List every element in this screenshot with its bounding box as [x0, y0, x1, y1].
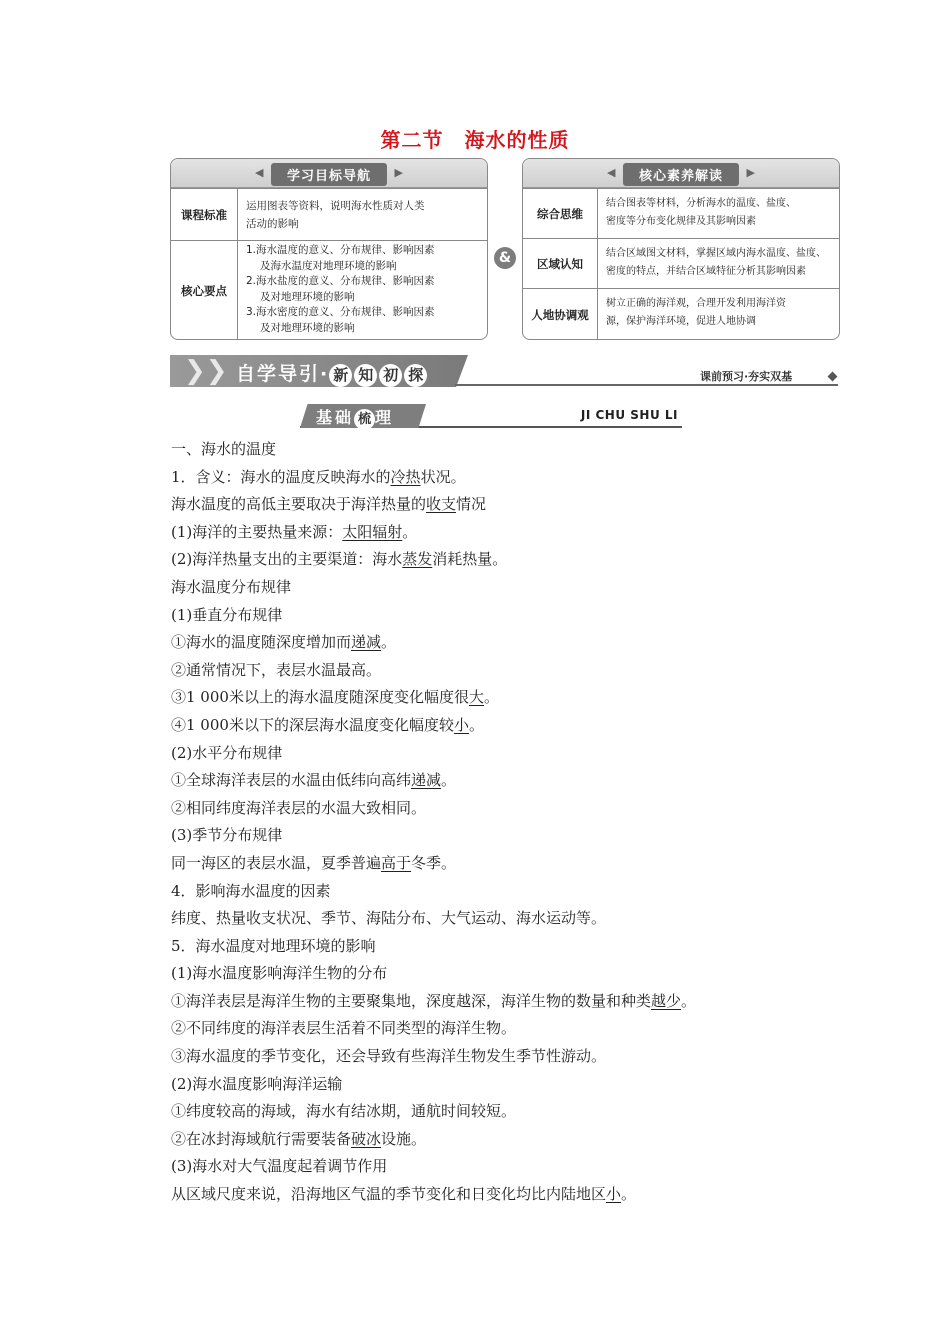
banner-subtitle: 课前预习·夯实双基	[700, 370, 793, 383]
content-text: (1)垂直分布规律	[171, 605, 283, 624]
content-line	[171, 684, 831, 712]
course-standard-row	[171, 188, 487, 240]
content-text: (1)海水温度影响海洋生物的分布	[171, 964, 388, 983]
banner-circled-char: 探	[404, 364, 427, 387]
core-literacy-panel	[522, 158, 840, 340]
row-label: 综合思维	[523, 189, 598, 238]
answer-blank: 收支	[426, 495, 457, 514]
row-line: 及对地理环境的影响	[260, 321, 355, 334]
content-line	[171, 436, 831, 464]
content-text: 情况	[456, 495, 487, 514]
row-line: 及海水温度对地理环境的影响	[260, 259, 397, 272]
row-line: 密度等分布变化规律及其影响因素	[606, 216, 756, 227]
sub-banner-after: 理	[375, 408, 395, 427]
learning-goals-title: 学习目标导航	[271, 163, 387, 186]
content-line	[171, 1181, 831, 1209]
content-line	[171, 712, 831, 740]
content-text: ①全球海洋表层的水温由低纬向高纬	[171, 771, 412, 790]
content-line	[171, 850, 831, 878]
page-title: 第二节 海水的性质	[380, 128, 570, 152]
sub-banner-pinyin: JI CHU SHU LI	[580, 408, 678, 422]
content-line	[171, 1098, 831, 1126]
content-line	[171, 988, 831, 1016]
content-line	[171, 546, 831, 574]
content-text: 。	[468, 715, 484, 734]
banner-divider	[455, 384, 838, 386]
content-text: 。	[621, 1185, 637, 1204]
section-banner	[170, 355, 470, 387]
content-line	[171, 629, 831, 657]
core-points-row	[171, 240, 487, 340]
content-line	[171, 602, 831, 630]
answer-blank: 大	[468, 688, 484, 707]
row-label: 核心要点	[171, 241, 238, 340]
content-line	[171, 878, 831, 906]
content-text: 一、海水的温度	[171, 440, 277, 458]
content-text: 冬季。	[411, 853, 457, 872]
content-line	[171, 519, 831, 547]
content-text: ①海水的温度随深度增加而	[171, 633, 352, 652]
content-line	[171, 1071, 831, 1099]
learning-goals-header	[171, 159, 487, 188]
comprehensive-thinking-row	[523, 188, 839, 238]
content-text: ③海水温度的季节变化，还会导致有些海洋生物发生季节性游动。	[171, 1047, 607, 1066]
content-text: ④1 000米以下的深层海水温度变化幅度较	[171, 715, 454, 734]
content-text: ②通常情况下，表层水温最高。	[171, 660, 382, 679]
content-text: ②在冰封海域航行需要装备	[171, 1129, 352, 1148]
content-line	[171, 905, 831, 933]
content-text: 海水温度分布规律	[171, 577, 292, 596]
right-arrow-icon: ▶	[394, 166, 403, 179]
regional-cognition-row	[523, 238, 839, 288]
content-text: (1)海洋的主要热量来源：	[171, 522, 343, 541]
content-text: ②不同纬度的海洋表层生活着不同类型的海洋生物。	[171, 1019, 517, 1038]
left-arrow-icon: ◀	[255, 166, 264, 179]
row-line: 源，保护海洋环境，促进人地协调	[606, 316, 756, 327]
content-text: 状况。	[420, 467, 466, 486]
content-text: ③1 000米以上的海水温度随深度变化幅度很	[171, 688, 469, 707]
ampersand-icon: &	[494, 247, 516, 269]
answer-blank: 递减	[411, 771, 442, 790]
content-line	[171, 822, 831, 850]
sub-banner-title	[316, 405, 394, 430]
right-arrow-icon: ▶	[746, 166, 755, 179]
row-line: 运用图表等资料，说明海水性质对人类	[246, 200, 425, 212]
content-line	[171, 933, 831, 961]
row-line: 树立正确的海洋观，合理开发利用海洋资	[606, 298, 786, 309]
content-text: 同一海区的表层水温，夏季普遍	[171, 853, 382, 872]
content-line	[171, 657, 831, 685]
content-text: 海水温度的高低主要取决于海洋热量的	[171, 495, 427, 514]
content-text: (3)海水对大气温度起着调节作用	[171, 1157, 388, 1176]
content-text: 。	[681, 991, 697, 1010]
content-text: 5．海水温度对地理环境的影响	[171, 936, 376, 955]
section-banner-title	[236, 359, 429, 387]
row-line: 结合区域图文材料，掌握区域内海水温度、盐度、	[606, 248, 826, 259]
content-text: 。	[441, 771, 457, 790]
answer-blank: 高于	[381, 853, 412, 872]
content-text: (3)季节分布规律	[171, 826, 283, 845]
content-text: 。	[381, 633, 397, 652]
banner-circled-char: 新	[329, 364, 352, 387]
content-text: (2)水平分布规律	[171, 743, 283, 762]
left-arrow-icon: ◀	[607, 166, 616, 179]
core-literacy-title: 核心素养解读	[623, 163, 739, 186]
answer-blank: 越少	[651, 991, 682, 1010]
content-body	[171, 436, 831, 1209]
content-line	[171, 960, 831, 988]
content-text: (2)海洋热量支出的主要渠道：海水	[171, 550, 403, 569]
content-line	[171, 795, 831, 823]
content-text: (2)海水温度影响海洋运输	[171, 1074, 343, 1093]
content-text: ①纬度较高的海域，海水有结冰期，通航时间较短。	[171, 1102, 517, 1121]
content-text: 设施。	[381, 1129, 427, 1148]
answer-blank: 小	[606, 1185, 622, 1204]
content-text: 。	[483, 688, 499, 707]
answer-blank: 蒸发	[402, 550, 433, 569]
content-text: 从区域尺度来说，沿海地区气温的季节变化和日变化均比内陆地区	[171, 1185, 607, 1204]
sub-banner-circled-char: 梳	[354, 409, 375, 430]
row-line: 1.海水温度的意义、分布规律、影响因素	[246, 244, 435, 256]
sub-banner	[300, 404, 682, 428]
content-line	[171, 574, 831, 602]
content-text: ②相同纬度海洋表层的水温大致相同。	[171, 798, 427, 817]
double-chevron-icon: ❯❯	[184, 356, 228, 386]
content-line	[171, 1126, 831, 1154]
content-line	[171, 740, 831, 768]
content-line	[171, 491, 831, 519]
content-text: ①海洋表层是海洋生物的主要聚集地，深度越深，海洋生物的数量和种类	[171, 991, 652, 1010]
sub-banner-before: 基础	[316, 408, 355, 427]
diamond-icon	[828, 372, 838, 382]
row-line: 密度的特点，并结合区域特征分析其影响因素	[606, 266, 806, 277]
content-line	[171, 464, 831, 492]
row-label: 区域认知	[523, 239, 598, 288]
row-line: 3.海水密度的意义、分布规律、影响因素	[246, 306, 435, 318]
row-line: 结合图表等材料，分析海水的温度、盐度、	[606, 198, 796, 209]
content-text: 1．含义：海水的温度反映海水的	[171, 467, 391, 486]
answer-blank: 破冰	[351, 1129, 382, 1148]
row-label: 课程标准	[171, 189, 238, 240]
answer-blank: 太阳辐射	[342, 522, 403, 541]
banner-circled-char: 知	[354, 364, 377, 387]
banner-circled-char: 初	[379, 364, 402, 387]
content-text: 。	[402, 522, 418, 541]
row-label: 人地协调观	[523, 289, 598, 340]
answer-blank: 递减	[351, 633, 382, 652]
content-line	[171, 1153, 831, 1181]
content-line	[171, 1015, 831, 1043]
content-text: 4．影响海水温度的因素	[171, 881, 331, 900]
answer-blank: 小	[453, 715, 469, 734]
content-line	[171, 767, 831, 795]
content-text: 纬度、热量收支状况、季节、海陆分布、大气运动、海水运动等。	[171, 909, 607, 928]
core-literacy-header	[523, 159, 839, 188]
answer-blank: 冷热	[390, 467, 421, 486]
content-line	[171, 1043, 831, 1071]
row-line: 活动的影响	[246, 218, 299, 230]
row-line: 2.海水盐度的意义、分布规律、影响因素	[246, 275, 435, 287]
human-land-coordination-row	[523, 288, 839, 340]
learning-goals-panel	[170, 158, 488, 340]
row-line: 及对地理环境的影响	[260, 290, 355, 303]
banner-prefix: 自学导引·	[236, 363, 330, 385]
content-text: 消耗热量。	[432, 550, 508, 569]
